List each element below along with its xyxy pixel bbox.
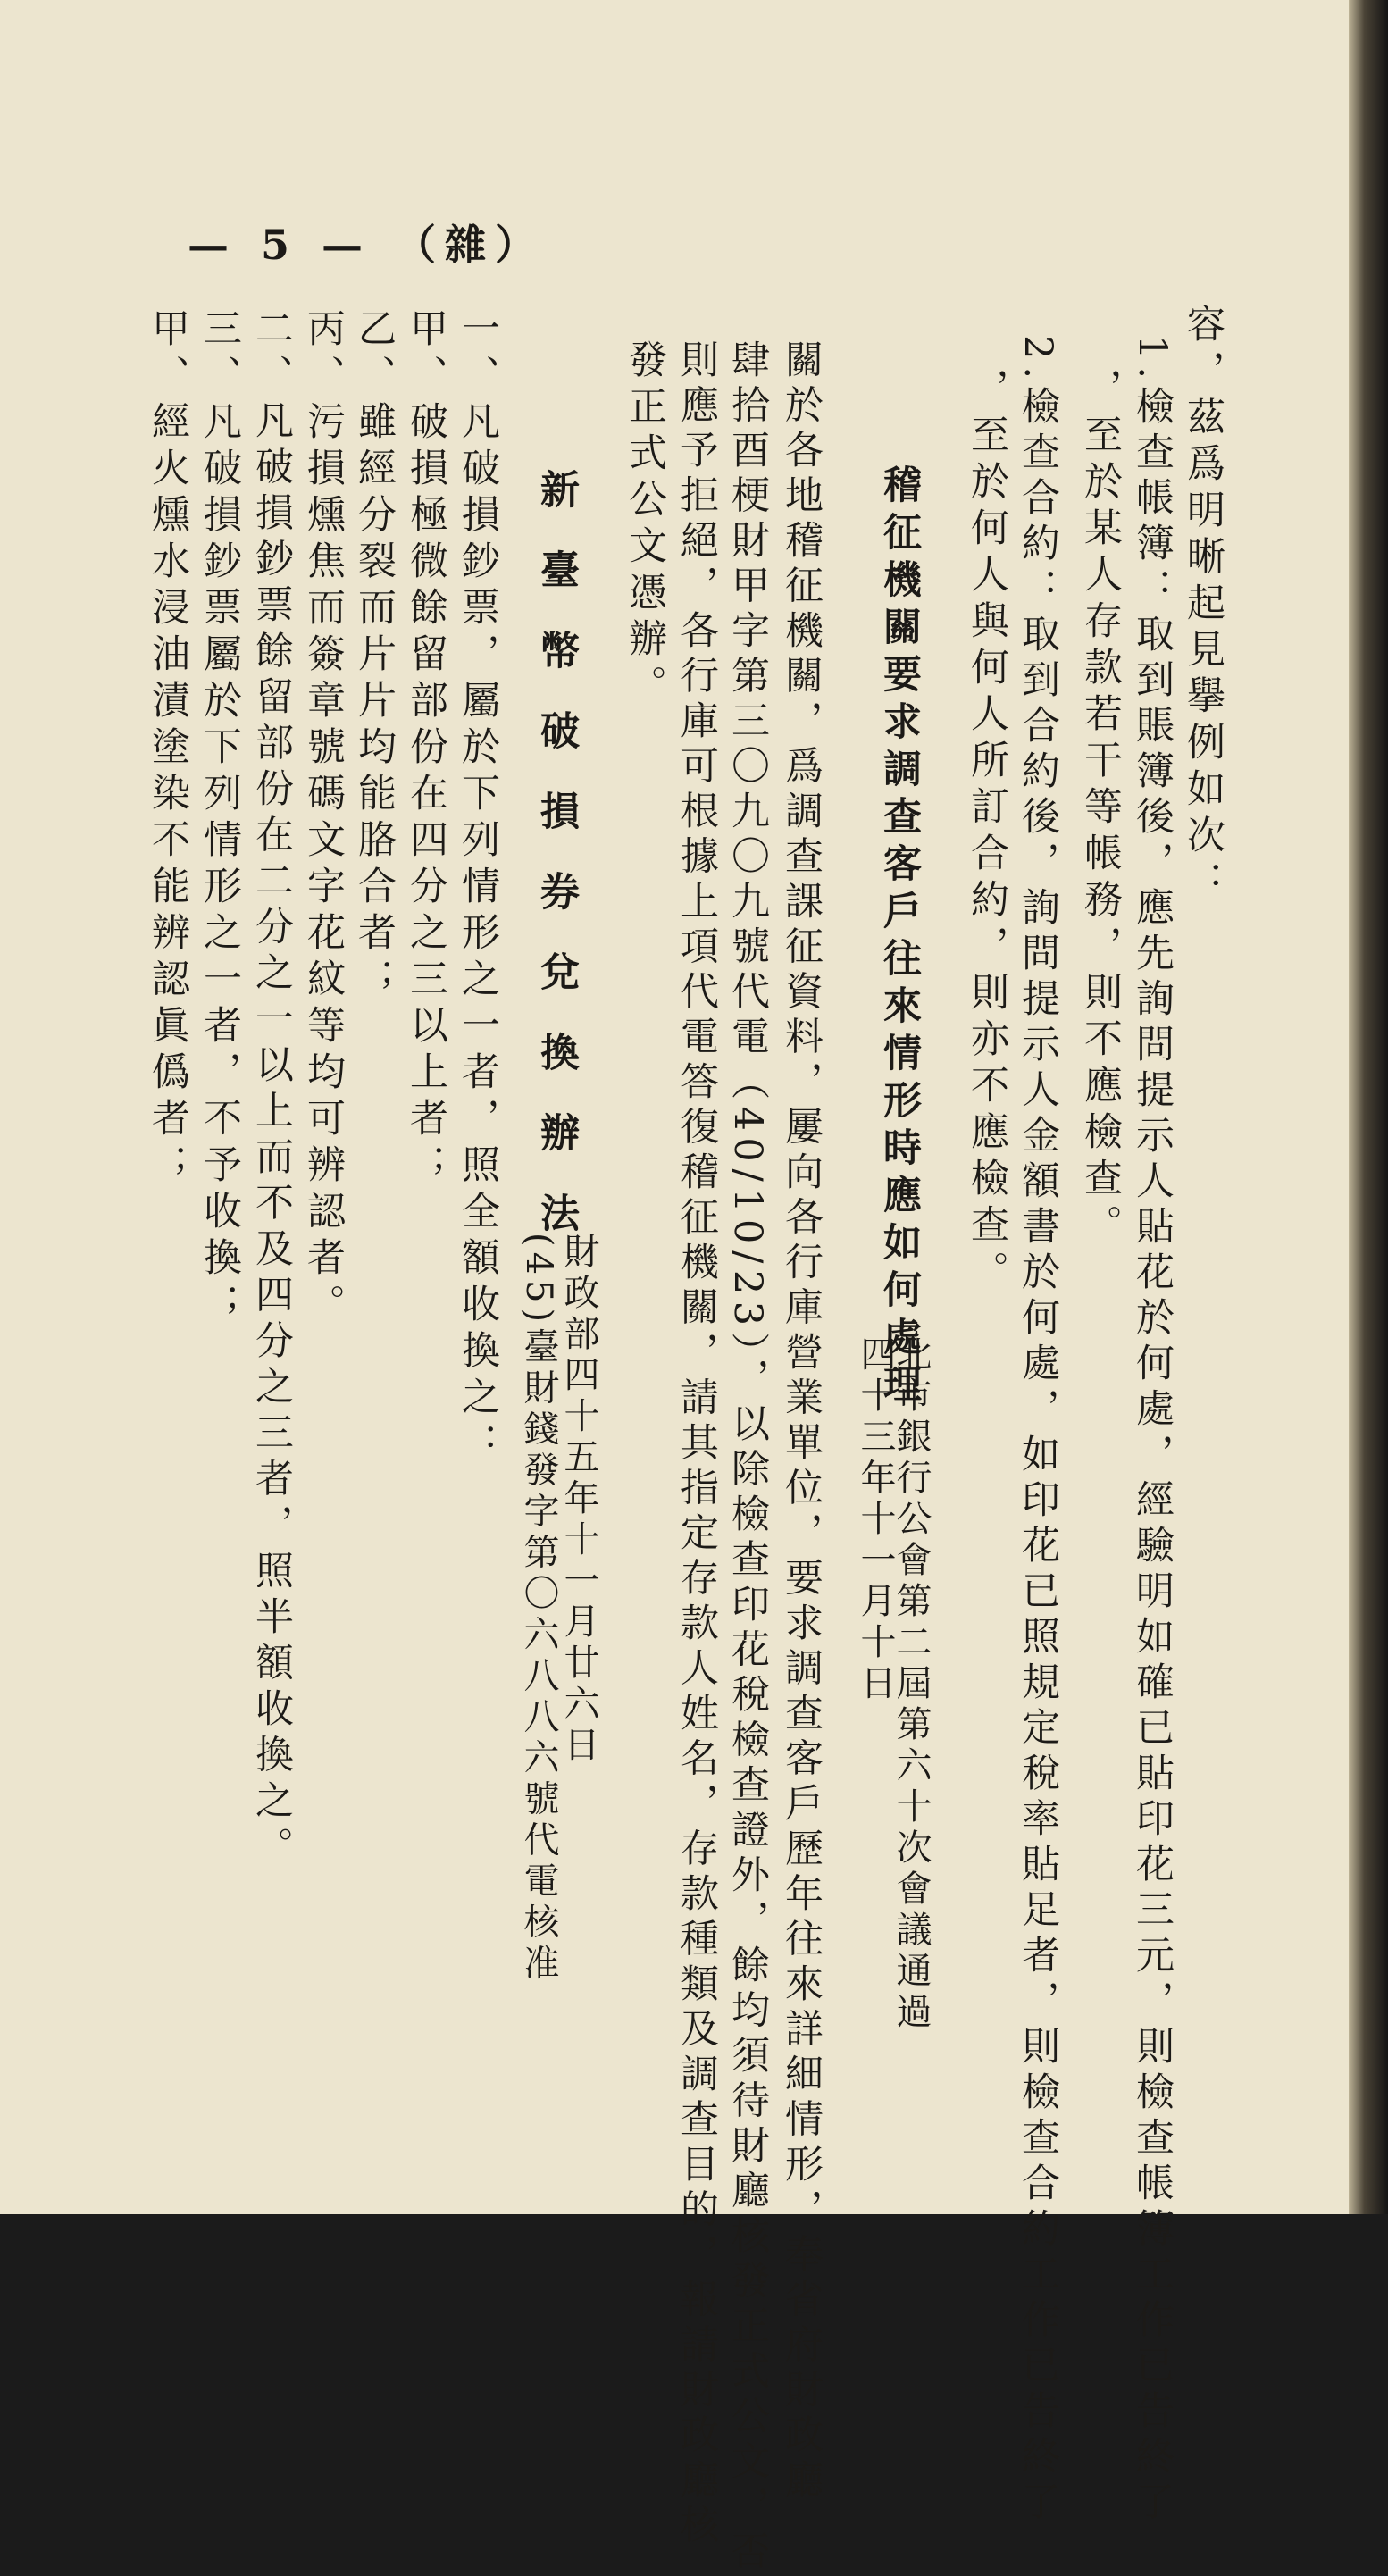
- section-paragraph-line: 肆拾酉梗財甲字第三〇九〇九號代電（40/10/23），以除檢查印花稅檢查證外，餘均須待財廳核發正式公文，否: [725, 339, 770, 2576]
- section-source: 財政部四十五年十一月廿六日: [558, 1233, 599, 1767]
- rule-line: 三、凡破損鈔票屬於下列情形之一者，不予收換；: [197, 308, 242, 1330]
- example-item-2-continued: ，至於何人與何人所訂合約，則亦不應檢查。: [965, 368, 1009, 1297]
- section-paragraph-line: 則應予拒絕，各行庫可根據上項代電答復稽征機關，請其指定存款人姓名，存款種類及調查目的，報請財政廳核: [674, 339, 719, 2550]
- rule-line: 乙、雖經分裂而片片均能胳合者；: [352, 308, 397, 1005]
- page-number: — 5 — （雜）: [188, 221, 546, 269]
- section-source: 北市銀行公會第二屆第六十次會議通過: [890, 1335, 932, 2034]
- section-paragraph-line: 發正式公文憑辦。: [623, 339, 667, 711]
- rule-line: 甲、破損極微餘留部份在四分之三以上者；: [404, 308, 448, 1191]
- rule-line: 一、凡破損鈔票，屬於下列情形之一者，照全額收換之：: [456, 308, 500, 1469]
- section-paragraph-line: 關於各地稽征機關，爲調查課征資料，屢向各行庫營業單位，要求調查客戶歷年往來詳細情形，奉省府財政廳: [779, 339, 824, 2505]
- section-source-detail: (45)臺財錢發字第〇六八八六號代電核准: [518, 1233, 559, 1986]
- section-title: 稽征機關要求調查客戶往來情形時應如何處理: [877, 464, 922, 1411]
- intro-line: 容，茲爲明晰起見擧例如次：: [1181, 304, 1225, 907]
- section-title: 新臺幣破損券兌換辦法: [533, 469, 579, 1273]
- rule-line: 二、凡破損鈔票餘留部份在二分之一以上而不及四分之三者，照半額收換之。: [249, 308, 294, 1872]
- example-item-1: 1.檢查帳簿：取到賬簿後，應先詢問提示人貼花於何處，經驗明如確已貼印花三元，則檢查帳簿工作已告終了: [1130, 335, 1175, 2528]
- rule-line: 丙、污損燻焦而簽章號碼文字花紋等均可辨認者。: [301, 308, 346, 1330]
- example-item-2: 2.檢查合約：取到合約後，詢問提示人金額書於何處，如印花已照規定稅率貼足者，則檢查合約工作已告終了: [1016, 335, 1060, 2528]
- example-item-1-continued: ，至於某人存款若干等帳務，則不應檢查。: [1078, 368, 1123, 1250]
- scan-edge: [1349, 0, 1388, 2214]
- section-source-date: 四十三年十一月十日: [855, 1335, 896, 1705]
- rule-line: 甲、經火燻水浸油漬塗染不能辨認眞僞者；: [146, 308, 190, 1191]
